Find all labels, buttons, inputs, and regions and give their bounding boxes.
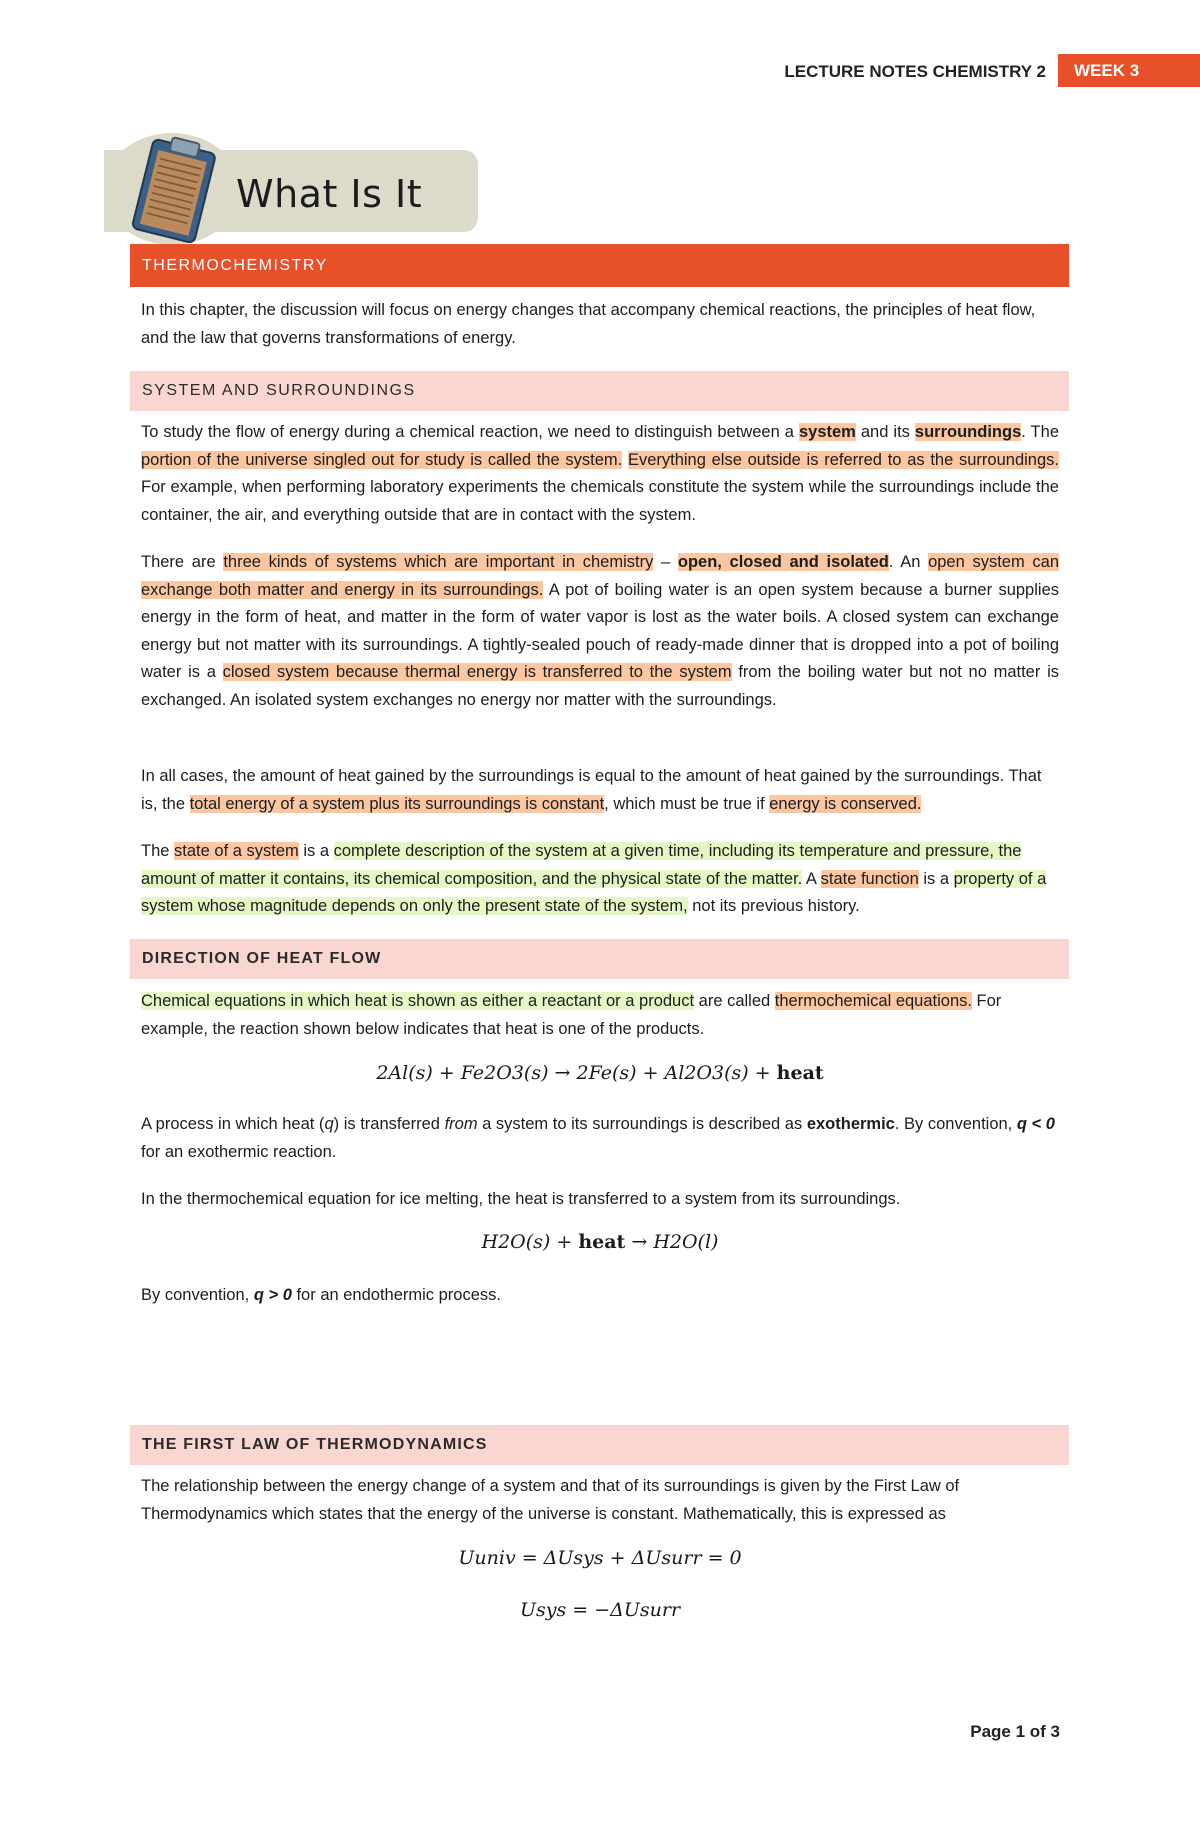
text-run: from the boiling water but not no matter is exchanged. An isolated system exchanges no energy nor matter with the surroundings. [141, 663, 1059, 709]
equation-text: → H2O(l) [625, 1231, 719, 1253]
highlight-energy-conserved: energy is conserved. [769, 794, 922, 813]
text-run: for an exothermic reaction. [141, 1142, 337, 1161]
text-run: are called [694, 992, 775, 1010]
term-exothermic: exothermic [806, 1115, 895, 1133]
highlight-surroundings-definition: Everything else outside is referred to as the surroundings. [627, 450, 1059, 469]
heatflow-paragraph-2 [141, 1111, 1059, 1166]
highlight-state-function: state function [820, 869, 919, 888]
firstlaw-paragraph-1: The relationship between the energy change of a system and that of its surroundings is given by the First Law of Thermodynamics which states that the energy of the universe is constant. Mathematically, this is expressed as [141, 1477, 960, 1523]
document-header-title: LECTURE NOTES CHEMISTRY 2 [784, 62, 1046, 81]
week-badge: WEEK 3 [1058, 54, 1200, 87]
equation-heat-term: heat [578, 1231, 626, 1253]
equation-system-energy: Usys = −ΔUsurr [519, 1599, 681, 1621]
highlight-closed-system: closed system because thermal energy is transferred to the system [222, 663, 732, 681]
text-run: The [141, 842, 175, 860]
text-run: A process in which heat ( [141, 1115, 325, 1133]
expression-q-positive: q > 0 [253, 1286, 292, 1304]
section-heading-thermochemistry: THERMOCHEMISTRY [130, 244, 1069, 287]
text-run: In all cases, the amount of heat gained by the surroundings is equal to the amount of heat gained by the surroundings. That is, the [141, 767, 1042, 813]
text-run: A pot of boiling water is an open system because a burner supplies energy in the form of heat, and matter in the form of water vapor is lost as the water boils. A closed system can exchange energy but not matter with its surroundings. A tightly-sealed pouch of ready-made dinner that is dropped into a pot of boiling water is a [141, 580, 1059, 681]
term-system: system [798, 423, 856, 441]
text-run: is a [298, 842, 334, 860]
equation-energy-universe: Uuniv = ΔUsys + ΔUsurr = 0 [458, 1547, 742, 1569]
expression-q-negative: q < 0 [1016, 1115, 1055, 1133]
banner-title: What Is It [236, 172, 423, 216]
emphasis-from: from [444, 1115, 478, 1133]
highlight-state-description: complete description of the system at a given time, including its temperature and pressure, the amount of matter it contains, its chemical composition, and the physical state of the matter. [141, 842, 1022, 888]
text-run: To study the flow of energy during a chemical reaction, we need to distinguish between a [141, 423, 799, 441]
highlight-state-function-definition: property of a system whose magnitude depends on only the present state of the system, [141, 869, 1047, 915]
text-run: – [653, 553, 678, 571]
text-run: , which must be true if [604, 794, 770, 813]
equation-text: 2Al(s) + Fe2O3(s) → 2Fe(s) + Al2O3(s) + [376, 1062, 777, 1084]
text-run: . By convention, [894, 1115, 1017, 1133]
intro-paragraph: In this chapter, the discussion will focus on energy changes that accompany chemical reactions, the principles of heat flow, and the law that governs transformations of energy. [141, 301, 1036, 347]
highlight-three-kinds: three kinds of systems which are important in chemistry [223, 553, 654, 571]
system-paragraph-1 [141, 419, 1059, 529]
text-run: not its previous history. [687, 897, 860, 915]
highlight-total-energy: total energy of a system plus its surroundings is constant [189, 794, 605, 813]
section-heading-first-law: THE FIRST LAW OF THERMODYNAMICS [130, 1425, 1069, 1465]
system-paragraph-3 [141, 763, 1059, 818]
text-run: . An [888, 553, 929, 571]
equation-thermite [141, 1062, 1059, 1084]
text-run: is a [918, 869, 954, 888]
highlight-system-definition: portion of the universe singled out for study is called the system. [141, 450, 623, 469]
highlight-chemical-equations: Chemical equations in which heat is shown as either a reactant or a product [141, 992, 695, 1010]
text-run: . The [1021, 423, 1059, 441]
heatflow-paragraph-4 [141, 1282, 1059, 1310]
equation-heat-term: heat [776, 1062, 824, 1084]
term-surroundings: surroundings [914, 423, 1022, 441]
heatflow-paragraph-1 [141, 988, 1059, 1043]
text-run: There are [141, 553, 224, 571]
section-heading-heat-flow: DIRECTION OF HEAT FLOW [130, 939, 1069, 979]
system-paragraph-2 [141, 549, 1059, 714]
equation-ice-melting [141, 1231, 1059, 1253]
text-run: for an endothermic process. [291, 1286, 501, 1304]
section-heading-system: SYSTEM AND SURROUNDINGS [130, 371, 1069, 411]
text-run: By convention, [141, 1286, 254, 1304]
text-run: For example, the reaction shown below indicates that heat is one of the products. [141, 992, 1002, 1038]
equation-text: H2O(s) + [481, 1231, 579, 1253]
heatflow-paragraph-3: In the thermochemical equation for ice melting, the heat is transferred to a system from its surroundings. [141, 1190, 901, 1208]
highlight-open-system: open system can exchange both matter and energy in its surroundings. [141, 553, 1059, 599]
text-run: ) is transferred [333, 1115, 445, 1133]
symbol-q: q [324, 1115, 334, 1133]
highlight-state-of-system: state of a system [174, 842, 299, 860]
highlight-thermochemical-equations: thermochemical equations. [774, 992, 972, 1010]
text-run: a system to its surroundings is described as [477, 1115, 807, 1133]
term-open-closed-isolated: open, closed and isolated [677, 553, 889, 571]
system-paragraph-4 [141, 838, 1059, 921]
text-run: For example, when performing laboratory experiments the chemicals constitute the system while the surroundings include the container, the air, and everything outside that are in contact with the system. [141, 478, 1059, 524]
text-run: and its [855, 423, 915, 441]
text-run: A [802, 869, 821, 888]
clipboard-icon [128, 132, 228, 255]
page-number: Page 1 of 3 [970, 1722, 1060, 1741]
